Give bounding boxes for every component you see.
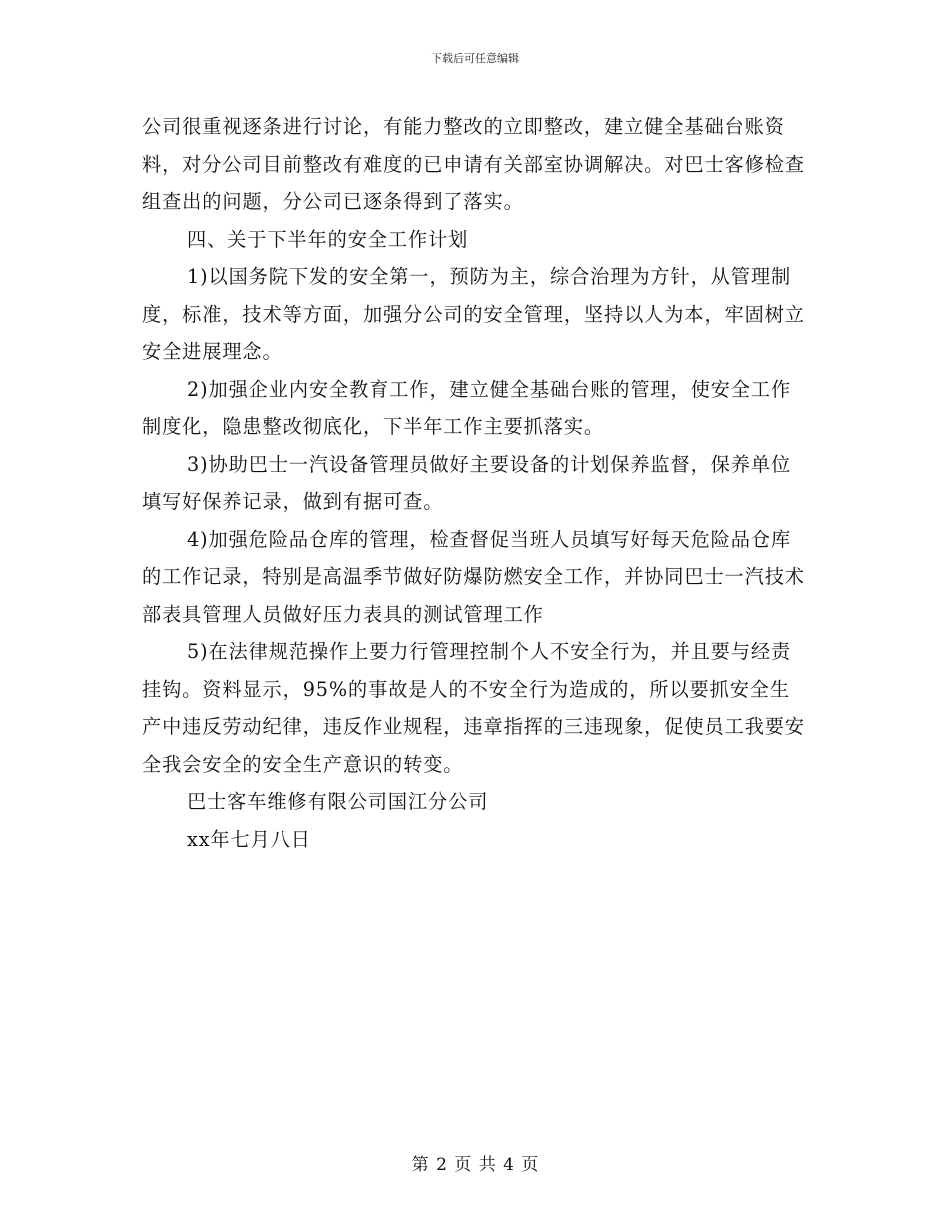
page-header-note: 下载后可任意编辑: [431, 52, 519, 65]
plan-item-4: 4)加强危险品仓库的管理，检查督促当班人员填写好每天危险品仓库的工作记录，特别是高温季节做好防爆防燃安全工作，并协同巴士一汽技术部表具管理人员做好压力表具的测试管理工作: [142, 527, 805, 626]
plan-item-2: 2)加强企业内安全教育工作，建立健全基础台账的管理，使安全工作制度化，隐患整改彻底化，下半年工作主要抓落实。: [142, 377, 792, 438]
plan-item-1: 1)以国务院下发的安全第一，预防为主，综合治理为方针，从管理制度，标准，技术等方面，加强分公司的安全管理，坚持以人为本，牢固树立安全进展理念。: [142, 265, 805, 363]
paragraph-continuation: 公司很重视逐条进行讨论，有能力整改的立即整改，建立健全基础台账资料，对分公司目前整改有难度的已申请有关部室协调解决。对巴士客修检查组查出的问题，分公司已逐条得到了落实。: [142, 115, 805, 213]
plan-item-3: 3)协助巴士一汽设备管理员做好主要设备的计划保养监督，保养单位填写好保养记录，做到有据可查。: [142, 452, 792, 513]
signature-company: 巴士客车维修有限公司国江分公司: [187, 790, 489, 813]
page-number: 第 2 页 共 4 页: [411, 1155, 539, 1175]
section-heading: 四、关于下半年的安全工作计划: [187, 227, 469, 251]
signature-date: xx年七月八日: [187, 827, 311, 851]
document-body: [142, 108, 807, 858]
plan-item-5: 5)在法律规范操作上要力行管理控制个人不安全行为，并且要与经责挂钩。资料显示，95%的事故是人的不安全行为造成的，所以要抓安全生产中违反劳动纪律，违反作业规程，违章指挥的三违现象，促使员工我要安全我会安全的安全生产意识的转变。: [142, 640, 805, 776]
